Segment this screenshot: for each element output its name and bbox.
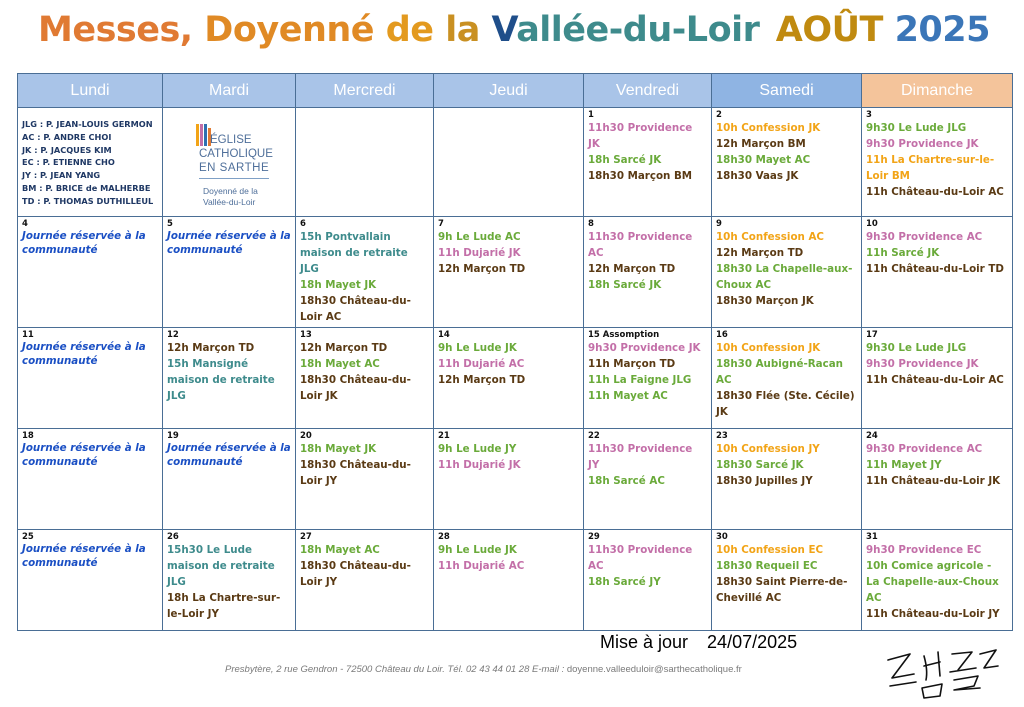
logo-text: CATHOLIQUE xyxy=(199,148,273,160)
mass-entry: 18h Mayet AC xyxy=(300,544,380,556)
mass-entry: 9h Le Lude JK xyxy=(438,342,517,354)
reserved-note: Journée réservée à la communauté xyxy=(22,341,146,367)
mass-entry: 11h Château-du-Loir AC xyxy=(866,186,1004,198)
mass-entry: 18h Sarcé JK xyxy=(588,279,662,291)
mass-entry: 11h30 Providence AC xyxy=(588,544,693,572)
mass-entry: 11h La Faigne JLG xyxy=(588,374,692,386)
mass-entry: 18h30 Vaas JK xyxy=(716,170,799,182)
day-cell xyxy=(434,217,584,328)
mass-entry: 10h Confession EC xyxy=(716,544,824,556)
day-number: 2 xyxy=(716,110,722,120)
day-cell xyxy=(584,217,712,328)
title-word: la xyxy=(433,10,480,50)
mass-entry: 11h Dujarié AC xyxy=(438,358,525,370)
reserved-note: Journée réservée à la communauté xyxy=(22,543,146,569)
day-number: 3 xyxy=(866,110,872,120)
signature-image xyxy=(880,640,1010,702)
mass-entry: 18h30 Marçon BM xyxy=(588,170,693,182)
legend-entry: AC : P. ANDRE CHOI xyxy=(22,131,112,142)
day-cell xyxy=(434,429,584,530)
mass-entry: 9h30 Le Lude JLG xyxy=(866,122,967,134)
footer-email[interactable]: doyenne.valleeduloir@sarthecatholique.fr xyxy=(566,664,742,675)
weekday-header-row xyxy=(18,74,1013,108)
logo-cell xyxy=(163,108,296,217)
mass-entry: 11h Sarcé JK xyxy=(866,247,940,259)
day-cell xyxy=(862,217,1013,328)
mass-entry: 11h Mayet JY xyxy=(866,459,942,471)
mass-entry: 12h Marçon TD xyxy=(716,247,804,259)
mass-entry: 11h30 Providence JK xyxy=(588,122,693,150)
day-number: 21 xyxy=(438,431,450,441)
calendar-week-row xyxy=(18,328,1013,429)
day-cell xyxy=(862,530,1013,631)
day-number: 25 xyxy=(22,532,34,542)
reserved-note: Journée réservée à la communauté xyxy=(167,442,291,468)
mass-entry: 18h30 Jupilles JY xyxy=(716,475,813,487)
mass-entry: 18h Sarcé AC xyxy=(588,475,665,487)
logo xyxy=(167,110,291,207)
day-cell xyxy=(862,429,1013,530)
mass-entry: 11h Marçon TD xyxy=(588,358,676,370)
legend-entry: TD : P. THOMAS DUTHILLEUL xyxy=(22,195,154,206)
mass-entry: 10h Confession AC xyxy=(716,231,824,243)
day-number: 27 xyxy=(300,532,312,542)
calendar-table xyxy=(17,73,1013,631)
day-cell xyxy=(712,328,862,429)
weekday-header: Lundi xyxy=(18,74,163,108)
mass-entry: 12h Marçon TD xyxy=(438,263,526,275)
mass-entry: 10h Confession JY xyxy=(716,443,820,455)
mass-entry: 18h30 Saint Pierre-de-Chevillé AC xyxy=(716,576,848,604)
logo-text: EN SARTHE xyxy=(199,162,270,174)
mass-entry: 18h30 La Chapelle-aux-Choux AC xyxy=(716,263,853,291)
day-cell xyxy=(296,429,434,530)
legend-entry: EC : P. ETIENNE CHO xyxy=(22,157,115,168)
logo-text: Vallée-du-Loir xyxy=(203,197,256,207)
mass-entry: 10h Confession JK xyxy=(716,122,821,134)
mass-entry: 18h30 Aubigné-Racan AC xyxy=(716,358,843,386)
mass-entry: 18h30 Marçon JK xyxy=(716,295,814,307)
day-number: 17 xyxy=(866,330,878,340)
mass-entry: 12h Marçon BM xyxy=(716,138,806,150)
logo-divider xyxy=(199,178,269,179)
legend-entry: JY : P. JEAN YANG xyxy=(22,170,101,181)
day-number: 11 xyxy=(22,330,34,340)
reserved-note: Journée réservée à la communauté xyxy=(167,230,291,256)
mass-entry: 11h Dujarié AC xyxy=(438,560,525,572)
mass-entry: 9h30 Providence AC xyxy=(866,443,983,455)
calendar-week-row xyxy=(18,108,1013,217)
mass-entry: 11h Mayet AC xyxy=(588,390,668,402)
reserved-note: Journée réservée à la communauté xyxy=(22,442,146,468)
reserved-note: Journée réservée à la communauté xyxy=(22,230,146,256)
day-number: 18 xyxy=(22,431,34,441)
mass-entry: 11h30 Providence AC xyxy=(588,231,693,259)
mass-entry: 9h30 Providence EC xyxy=(866,544,982,556)
day-number: 26 xyxy=(167,532,179,542)
mass-entry: 18h La Chartre-sur-le-Loir JY xyxy=(167,592,281,620)
title-word: Messes, xyxy=(38,10,193,50)
mass-entry: 18h30 Château-du-Loir JK xyxy=(300,374,411,402)
month-year xyxy=(776,10,990,50)
footer-contact xyxy=(225,664,742,675)
mass-entry: 9h30 Le Lude JLG xyxy=(866,342,967,354)
mass-entry: 18h30 Château-du-Loir JY xyxy=(300,560,411,588)
mass-entry: 9h30 Providence AC xyxy=(866,231,983,243)
day-number: 24 xyxy=(866,431,878,441)
mass-entry: 18h30 Château-du-Loir JY xyxy=(300,459,411,487)
mass-entry: 18h Sarcé JK xyxy=(588,154,662,166)
mass-entry: 11h Dujarié JK xyxy=(438,247,521,259)
mass-entry: 9h30 Providence JK xyxy=(588,342,701,354)
year-label: 2025 xyxy=(894,10,990,50)
mass-entry: 12h Marçon TD xyxy=(300,342,388,354)
title-word: Doyenné xyxy=(192,10,375,50)
day-cell xyxy=(163,217,296,328)
mass-entry: 12h Marçon TD xyxy=(167,342,255,354)
day-number: 6 xyxy=(300,219,306,229)
mass-entry: 18h Sarcé JY xyxy=(588,576,661,588)
day-number: 7 xyxy=(438,219,444,229)
day-cell xyxy=(18,429,163,530)
title-word: V xyxy=(479,10,517,50)
day-number: 19 xyxy=(167,431,179,441)
day-number xyxy=(300,110,429,120)
day-cell xyxy=(18,328,163,429)
page-title xyxy=(38,10,759,50)
legend-entry: BM : P. BRICE de MALHERBE xyxy=(22,182,151,193)
day-cell xyxy=(862,328,1013,429)
day-cell xyxy=(434,530,584,631)
day-cell xyxy=(296,328,434,429)
weekday-header: Mardi xyxy=(163,74,296,108)
mass-entry: 11h Château-du-Loir JK xyxy=(866,475,1001,487)
day-number: 5 xyxy=(167,219,173,229)
day-cell xyxy=(163,328,296,429)
weekday-header: Dimanche xyxy=(862,74,1013,108)
weekday-header: Mercredi xyxy=(296,74,434,108)
mass-entry: 11h30 Providence JY xyxy=(588,443,693,471)
mass-entry: 18h30 Château-du-Loir AC xyxy=(300,295,411,323)
legend-cell xyxy=(18,108,163,217)
calendar-week-row xyxy=(18,429,1013,530)
mass-entry: 11h La Chartre-sur-le-Loir BM xyxy=(866,154,995,182)
calendar-body xyxy=(18,108,1013,631)
mass-entry: 9h30 Providence JK xyxy=(866,358,979,370)
day-number: 4 xyxy=(22,219,28,229)
mass-entry: 15h Pontvallain maison de retraite JLG xyxy=(300,231,408,275)
mass-entry: 11h Dujarié JK xyxy=(438,459,521,471)
day-number: 8 xyxy=(588,219,594,229)
update-label: Mise à jour xyxy=(600,632,689,652)
weekday-header: Samedi xyxy=(712,74,862,108)
day-number: 23 xyxy=(716,431,728,441)
day-cell xyxy=(712,429,862,530)
logo-text: Doyenné de la xyxy=(203,186,258,196)
day-cell xyxy=(862,108,1013,217)
day-number: 15 Assomption xyxy=(588,330,660,340)
logo-text: ÉGLISE xyxy=(210,134,252,146)
day-cell xyxy=(712,108,862,217)
day-cell xyxy=(584,530,712,631)
day-cell xyxy=(18,217,163,328)
mass-entry: 18h30 Requeil EC xyxy=(716,560,818,572)
mass-entry: 18h30 Mayet AC xyxy=(716,154,811,166)
mass-entry: 12h Marçon TD xyxy=(438,374,526,386)
title-word: de xyxy=(374,10,434,50)
day-number: 13 xyxy=(300,330,312,340)
mass-entry: 18h Mayet AC xyxy=(300,358,380,370)
calendar-week-row xyxy=(18,530,1013,631)
day-number: 14 xyxy=(438,330,450,340)
mass-entry: 9h Le Lude AC xyxy=(438,231,521,243)
mass-entry: 18h30 Flée (Ste. Cécile) JK xyxy=(716,390,855,418)
mass-entry: 9h Le Lude JY xyxy=(438,443,517,455)
calendar-week-row xyxy=(18,217,1013,328)
day-number: 30 xyxy=(716,532,728,542)
legend-entry: JK : P. JACQUES KIM xyxy=(22,144,112,155)
mass-entry: 18h Mayet JK xyxy=(300,279,377,291)
day-number: 16 xyxy=(716,330,728,340)
mass-entry: 11h Château-du-Loir AC xyxy=(866,374,1004,386)
mass-entry: 18h Mayet JK xyxy=(300,443,377,455)
day-cell xyxy=(712,530,862,631)
day-number xyxy=(438,110,579,120)
legend-entry: JLG : P. JEAN-LOUIS GERMON xyxy=(22,119,153,129)
day-cell xyxy=(163,429,296,530)
day-number: 9 xyxy=(716,219,722,229)
weekday-header: Vendredi xyxy=(584,74,712,108)
month-label: AOÛT xyxy=(775,10,883,50)
day-cell xyxy=(434,108,584,217)
mass-entry: 9h30 Providence JK xyxy=(866,138,979,150)
day-cell xyxy=(296,530,434,631)
day-cell xyxy=(434,328,584,429)
day-number: 22 xyxy=(588,431,600,441)
update-date: 24/07/2025 xyxy=(707,632,798,652)
weekday-header: Jeudi xyxy=(434,74,584,108)
mass-entry: 18h30 Sarcé JK xyxy=(716,459,804,471)
day-cell xyxy=(584,429,712,530)
day-cell xyxy=(584,328,712,429)
day-number: 28 xyxy=(438,532,450,542)
update-notice xyxy=(600,632,797,653)
mass-entry: 15h Mansigné maison de retraite JLG xyxy=(167,358,275,402)
day-number: 12 xyxy=(167,330,179,340)
mass-entry: 10h Confession JK xyxy=(716,342,821,354)
day-cell xyxy=(712,217,862,328)
mass-entry: 11h Château-du-Loir JY xyxy=(866,608,1000,620)
mass-entry: 10h Comice agricole - La Chapelle-aux-Choux AC xyxy=(866,560,999,604)
day-cell xyxy=(296,217,434,328)
mass-entry: 12h Marçon TD xyxy=(588,263,676,275)
mass-entry: 9h Le Lude JK xyxy=(438,544,517,556)
day-cell xyxy=(584,108,712,217)
day-cell xyxy=(163,530,296,631)
mass-entry: 11h Château-du-Loir TD xyxy=(866,263,1004,275)
day-number: 20 xyxy=(300,431,312,441)
day-number: 29 xyxy=(588,532,600,542)
day-number: 1 xyxy=(588,110,594,120)
day-cell xyxy=(18,530,163,631)
day-cell xyxy=(296,108,434,217)
title-word: allée-du-Loir xyxy=(516,10,760,50)
day-number: 31 xyxy=(866,532,878,542)
mass-entry: 15h30 Le Lude maison de retraite JLG xyxy=(167,544,275,588)
footer-address: Presbytère, 2 rue Gendron - 72500 Château du Loir. Tél. 02 43 44 01 28 E-mail : xyxy=(225,664,565,675)
day-number: 10 xyxy=(866,219,878,229)
